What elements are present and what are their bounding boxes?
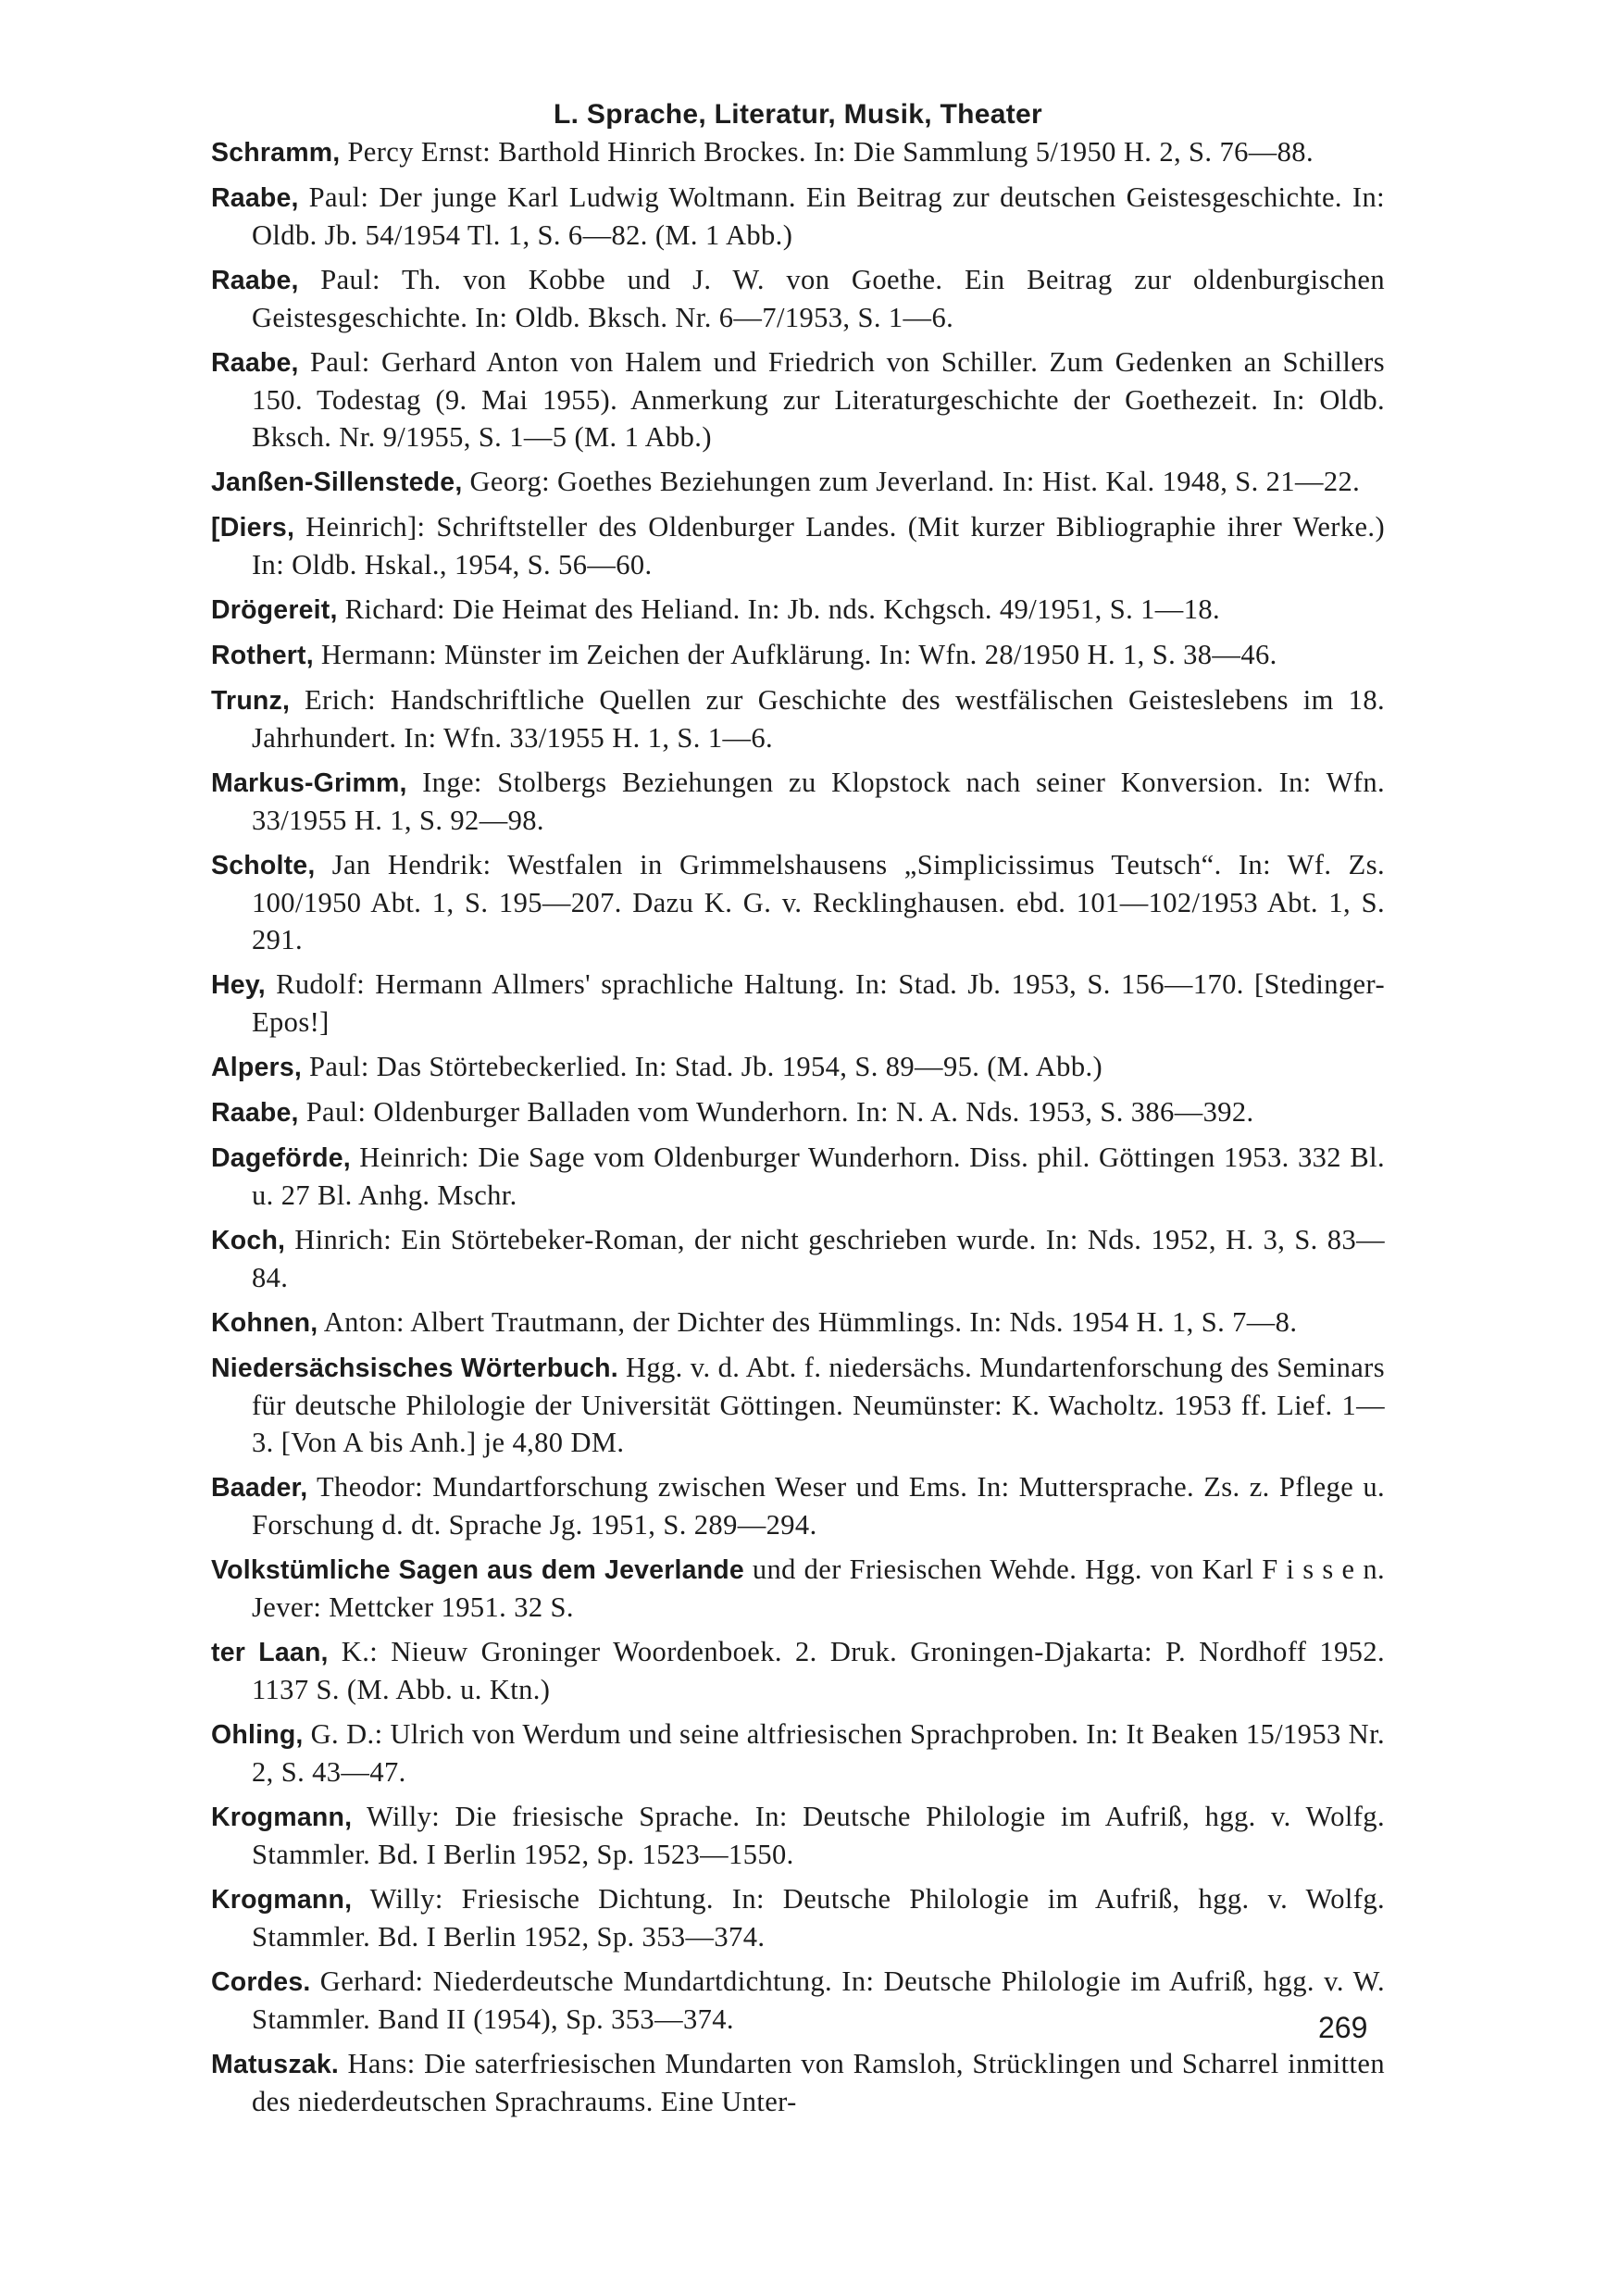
bibliography-entry — [211, 1139, 1385, 1214]
entry-author: Dageförde, — [211, 1143, 351, 1173]
bibliography-entry — [211, 463, 1385, 501]
bibliography-entry — [211, 1349, 1385, 1461]
entry-text: Georg: Goethes Beziehungen zum Jeverland. In: Hist. Kal. 1948, S. 21—22. — [462, 466, 1361, 497]
entry-author: Markus-Grimm, — [211, 768, 407, 798]
entry-author: Volkstümliche Sagen aus dem Jeverlande — [211, 1555, 744, 1585]
bibliography-entry — [211, 966, 1385, 1041]
entry-text: G. D.: Ulrich von Werdum und seine altfriesischen Sprachproben. In: It Beaken 15/1953 Nr. 2, S. 43—47. — [252, 1718, 1385, 1788]
entry-text: Willy: Die friesische Sprache. In: Deutsche Philologie im Aufriß, hgg. v. Wolfg. Stammler. Bd. I Berlin 1952, Sp. 1523—1550. — [252, 1801, 1385, 1870]
entry-text: K.: Nieuw Groninger Woordenboek. 2. Druk. Groningen-Djakarta: P. Nordhoff 1952. 1137 S. (M. Abb. u. Ktn.) — [252, 1636, 1386, 1705]
bibliography-entry — [211, 1468, 1385, 1543]
entry-author: Koch, — [211, 1226, 286, 1255]
entry-text: Hgg. v. d. Abt. f. niedersächs. Mundartenforschung des Seminars für deutsche Philologie der Universität Göttingen. Neumünster: K. Wacholtz. 1953 ff. Lief. 1—3. [Von A bis Anh.] je 4,80 DM. — [252, 1352, 1385, 1458]
bibliography-entry — [211, 1551, 1385, 1626]
bibliography-entry — [211, 133, 1385, 171]
entry-author: [Diers, — [211, 513, 295, 543]
bibliography-entry — [211, 1304, 1385, 1341]
entry-text: Erich: Handschriftliche Quellen zur Geschichte des westfälischen Geisteslebens im 18. Jahrhundert. In: Wfn. 33/1955 H. 1, S. 1—6. — [252, 684, 1385, 754]
entry-author: Raabe, — [211, 348, 299, 378]
entry-author: Raabe, — [211, 266, 299, 295]
entry-text: Paul: Oldenburger Balladen vom Wunderhorn. In: N. A. Nds. 1953, S. 386—392. — [298, 1096, 1254, 1128]
entry-text: Hans: Die saterfriesischen Mundarten von Ramsloh, Strücklingen und Scharrel inmitten des niederdeutschen Sprachraums. Eine Unter- — [252, 2048, 1385, 2117]
bibliography-entry — [211, 681, 1385, 756]
bibliography-entry — [211, 2045, 1385, 2120]
entry-text: Anton: Albert Trautmann, der Dichter des Hümmlings. In: Nds. 1954 H. 1, S. 7—8. — [318, 1306, 1298, 1338]
entry-text: Hinrich: Ein Störtebeker-Roman, der nicht geschrieben wurde. In: Nds. 1952, H. 3, S. 83—84. — [252, 1224, 1385, 1293]
entry-author: Raabe, — [211, 183, 299, 213]
entry-text: Willy: Friesische Dichtung. In: Deutsche Philologie im Aufriß, hgg. v. Wolfg. Stammler. Bd. I Berlin 1952, Sp. 353—374. — [252, 1883, 1385, 1953]
entry-author: Raabe, — [211, 1098, 299, 1128]
entry-author: Janßen-Sillenstede, — [211, 468, 463, 497]
entry-text: Hermann: Münster im Zeichen der Aufklärung. In: Wfn. 28/1950 H. 1, S. 38—46. — [313, 639, 1277, 670]
entry-text: Inge: Stolbergs Beziehungen zu Klopstock nach seiner Konversion. In: Wfn. 33/1955 H. 1, S. 92—98. — [252, 767, 1385, 836]
bibliography-entry — [211, 179, 1385, 254]
entry-text: und der Friesischen Wehde. Hgg. von Karl F i s s e n. Jever: Mettcker 1951. 32 S. — [252, 1554, 1385, 1623]
entry-author: Alpers, — [211, 1053, 303, 1082]
entry-author: Baader, — [211, 1473, 308, 1503]
entry-text: Paul: Th. von Kobbe und J. W. von Goethe. Ein Beitrag zur oldenburgischen Geistesgeschichte. In: Oldb. Bksch. Nr. 6—7/1953, S. 1—6. — [252, 264, 1385, 333]
entry-author: Niedersächsisches Wörterbuch. — [211, 1354, 618, 1383]
entry-text: Gerhard: Niederdeutsche Mundartdichtung. In: Deutsche Philologie im Aufriß, hgg. v. W. Stammler. Band II (1954), Sp. 353—374. — [252, 1965, 1385, 2035]
bibliography-entry — [211, 1633, 1385, 1708]
entry-text: Jan Hendrik: Westfalen in Grimmelshausens „Simplicissimus Teutsch“. In: Wf. Zs. 100/1950 Abt. 1, S. 195—207. Dazu K. G. v. Recklinghausen. ebd. 101—102/1953 Abt. 1, S. 291. — [252, 849, 1385, 955]
bibliography-entry — [211, 261, 1385, 336]
bibliography-entry — [211, 1880, 1385, 1955]
entry-text: Richard: Die Heimat des Heliand. In: Jb. nds. Kchgsch. 49/1951, S. 1—18. — [337, 593, 1221, 625]
entry-text: Paul: Das Störtebeckerlied. In: Stad. Jb. 1954, S. 89—95. (M. Abb.) — [302, 1051, 1103, 1082]
entry-author: Schramm, — [211, 138, 341, 168]
bibliography-entry — [211, 343, 1385, 455]
entry-author: Kohnen, — [211, 1308, 318, 1338]
entry-author: Matuszak. — [211, 2050, 340, 2079]
entry-author: Trunz, — [211, 686, 291, 716]
entry-author: Krogmann, — [211, 1803, 353, 1832]
bibliography-entry — [211, 508, 1385, 583]
entry-text: Paul: Der junge Karl Ludwig Woltmann. Ein Beitrag zur deutschen Geistesgeschichte. In: Oldb. Jb. 54/1954 Tl. 1, S. 6—82. (M. 1 Abb.) — [252, 181, 1385, 251]
bibliography-entry — [211, 591, 1385, 629]
entry-author: Cordes. — [211, 1967, 311, 1997]
page-number: 269 — [1318, 2011, 1368, 2044]
entry-author: Hey, — [211, 970, 266, 1000]
entry-text: Percy Ernst: Barthold Hinrich Brockes. In: Die Sammlung 5/1950 H. 2, S. 76—88. — [340, 136, 1314, 168]
bibliography-list — [211, 133, 1385, 2120]
bibliography-entry — [211, 846, 1385, 958]
entry-text: Heinrich: Die Sage vom Oldenburger Wunderhorn. Diss. phil. Göttingen 1953. 332 Bl. u. 27 Bl. Anhg. Mschr. — [252, 1142, 1385, 1211]
entry-author: ter Laan, — [211, 1638, 329, 1667]
bibliography-entry — [211, 1798, 1385, 1873]
entry-text: Paul: Gerhard Anton von Halem und Friedrich von Schiller. Zum Gedenken an Schillers 150. Todestag (9. Mai 1955). Anmerkung zur Literaturgeschichte der Goethezeit. In: Oldb. Bksch. Nr. 9/1955, S. 1—5 (M. 1 Abb.) — [252, 346, 1385, 453]
entry-author: Krogmann, — [211, 1885, 353, 1915]
bibliography-entry — [211, 1221, 1385, 1296]
entry-author: Scholte, — [211, 851, 316, 880]
entry-author: Drögereit, — [211, 595, 338, 625]
book-page — [211, 96, 1385, 2128]
bibliography-entry — [211, 1963, 1385, 2038]
entry-author: Ohling, — [211, 1720, 304, 1750]
bibliography-entry — [211, 1093, 1385, 1131]
running-head: L. Sprache, Literatur, Musik, Theater — [554, 99, 1042, 130]
entry-text: Theodor: Mundartforschung zwischen Weser und Ems. In: Muttersprache. Zs. z. Pflege u. Forschung d. dt. Sprache Jg. 1951, S. 289—294. — [252, 1471, 1385, 1541]
bibliography-entry — [211, 1716, 1385, 1791]
bibliography-entry — [211, 764, 1385, 839]
entry-author: Rothert, — [211, 641, 314, 670]
bibliography-entry — [211, 636, 1385, 674]
entry-text: Heinrich]: Schriftsteller des Oldenburger Landes. (Mit kurzer Bibliographie ihrer Werke.) In: Oldb. Hskal., 1954, S. 56—60. — [252, 511, 1385, 580]
entry-text: Rudolf: Hermann Allmers' sprachliche Haltung. In: Stad. Jb. 1953, S. 156—170. [Stedinger-Epos!] — [252, 968, 1385, 1038]
bibliography-entry — [211, 1048, 1385, 1086]
